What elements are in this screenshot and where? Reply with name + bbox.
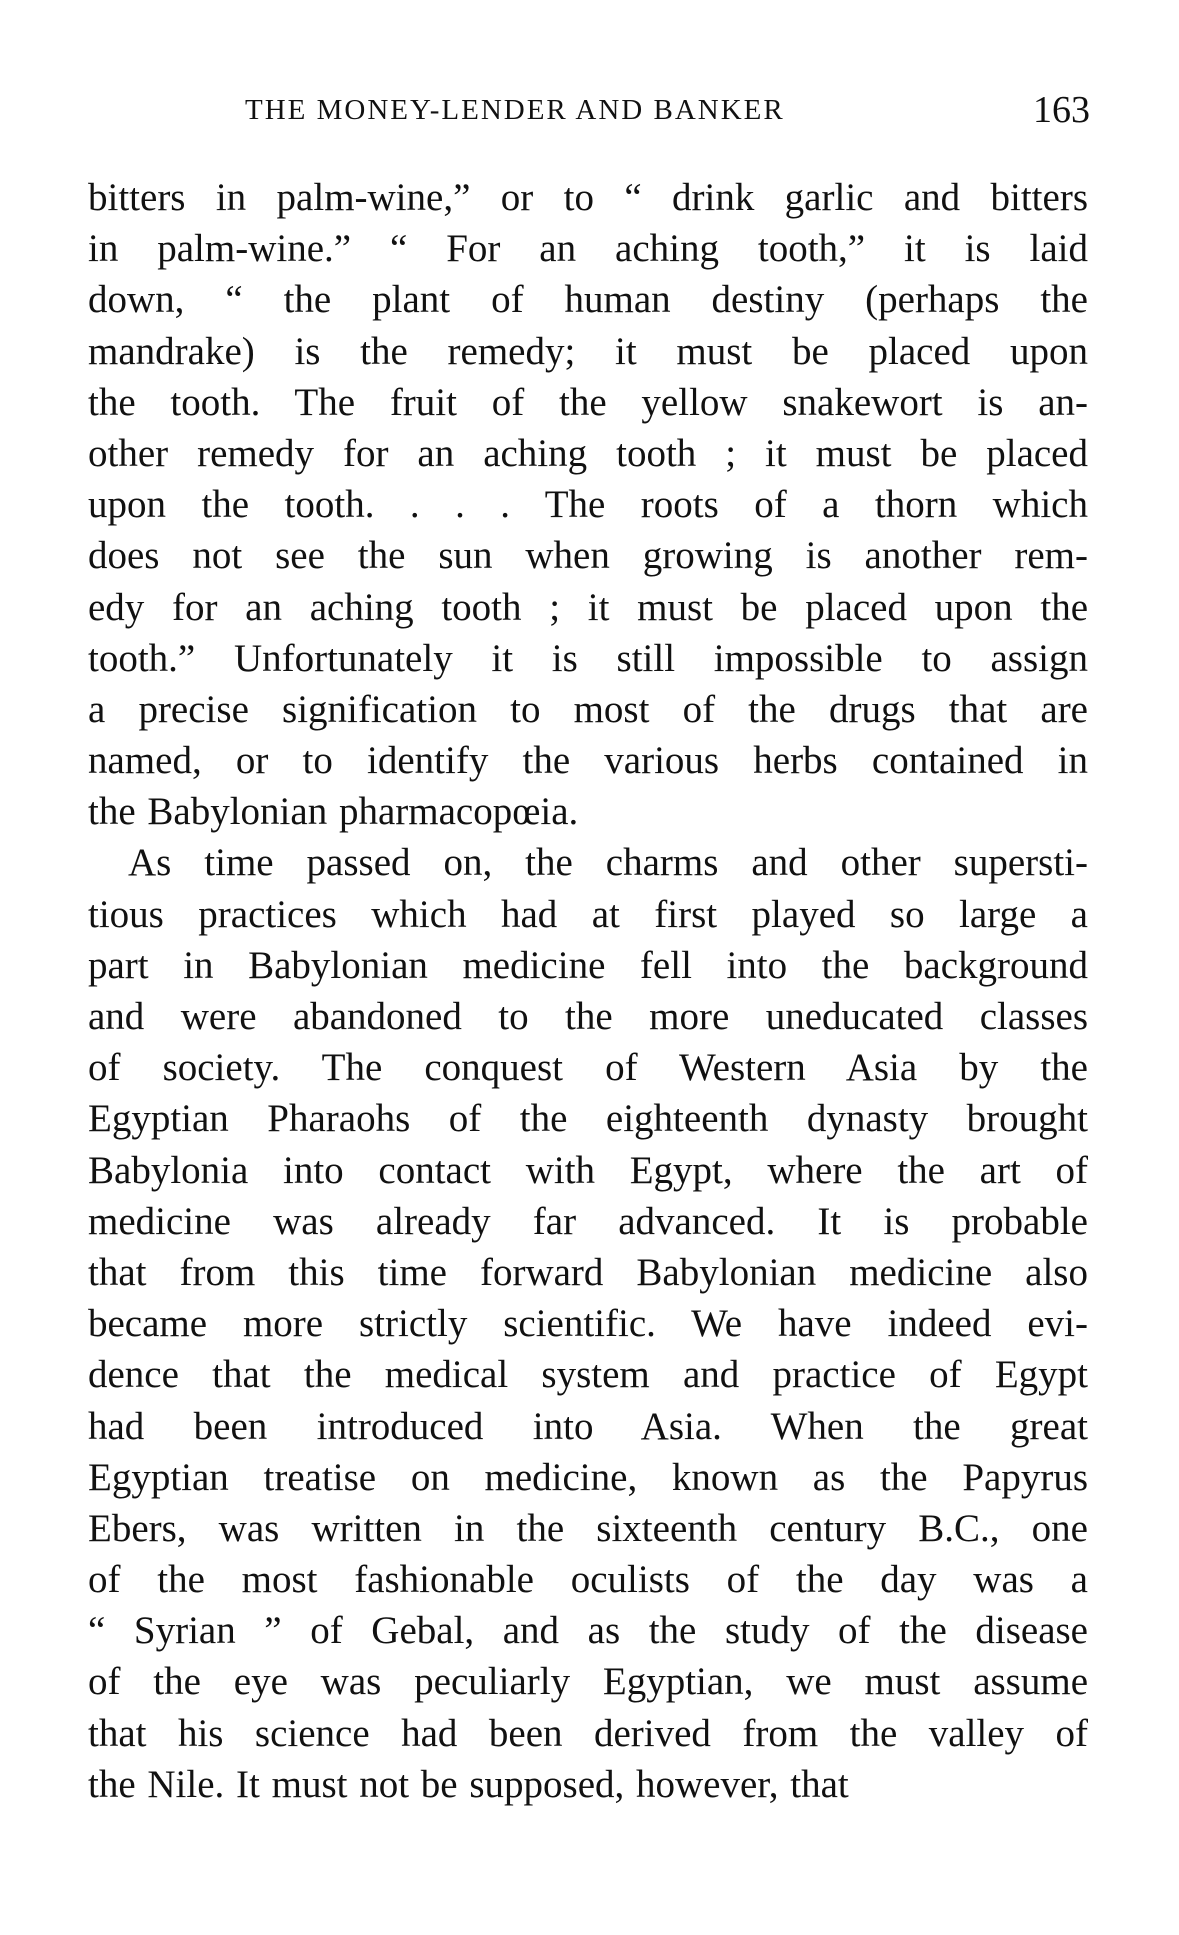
text-line: upon the tooth. . . . The roots of a thorn which [88,483,1088,527]
text-line: the Nile. It must not be supposed, however, that [88,1762,849,1806]
paragraph [88,837,1088,1810]
text-line: became more strictly scientific. We have indeed evi- [88,1302,1088,1346]
text-line: Egyptian Pharaohs of the eighteenth dynasty brought [88,1097,1088,1141]
text-line: down, “ the plant of human destiny (perhaps the [88,278,1088,322]
text-line: dence that the medical system and practice of Egypt [88,1353,1088,1397]
text-line: had been introduced into Asia. When the great [88,1404,1088,1448]
text-line: tious practices which had at first played so large a [88,892,1088,936]
text-line: medicine was already far advanced. It is probable [88,1199,1088,1243]
text-line: tooth.” Unfortunately it is still impossible to assign [88,636,1088,680]
text-line: does not see the sun when growing is another rem- [88,534,1088,578]
paragraph [88,172,1088,837]
text-line: edy for an aching tooth ; it must be placed upon the [88,585,1088,629]
text-line: As time passed on, the charms and other supersti- [128,841,1088,885]
text-line: bitters in palm-wine,” or to “ drink garlic and bitters [88,176,1088,219]
text-line: named, or to identify the various herbs contained in [88,739,1088,783]
running-header [245,88,1090,138]
text-line: a precise signification to most of the drugs that are [88,687,1088,731]
page-number: 163 [1033,89,1090,131]
text-line: that his science had been derived from the valley of [88,1711,1088,1755]
text-line: and were abandoned to the more uneducated classes [88,995,1088,1038]
text-line: other remedy for an aching tooth ; it must be placed [88,431,1088,475]
text-line: in palm-wine.” “ For an aching tooth,” it is laid [88,227,1088,271]
text-line: the Babylonian pharmacopœia. [88,790,579,834]
text-line: the tooth. The fruit of the yellow snakewort is an- [88,380,1088,424]
text-line: “ Syrian ” of Gebal, and as the study of the disease [88,1609,1088,1653]
text-line: of the most fashionable oculists of the day was a [88,1558,1088,1602]
text-line: Ebers, was written in the sixteenth century B.C., one [88,1506,1088,1550]
running-title: THE MONEY-LENDER AND BANKER [245,94,785,126]
text-line: Babylonia into contact with Egypt, where the art of [88,1148,1088,1192]
text-line: part in Babylonian medicine fell into the background [88,943,1088,987]
text-line: of the eye was peculiarly Egyptian, we must assume [88,1660,1088,1704]
text-line: of society. The conquest of Western Asia by the [88,1046,1088,1090]
text-line: Egyptian treatise on medicine, known as the Papyrus [88,1455,1088,1499]
page-body [88,172,1088,1810]
text-line: that from this time forward Babylonian medicine also [88,1250,1088,1294]
text-line: mandrake) is the remedy; it must be placed upon [88,329,1088,373]
